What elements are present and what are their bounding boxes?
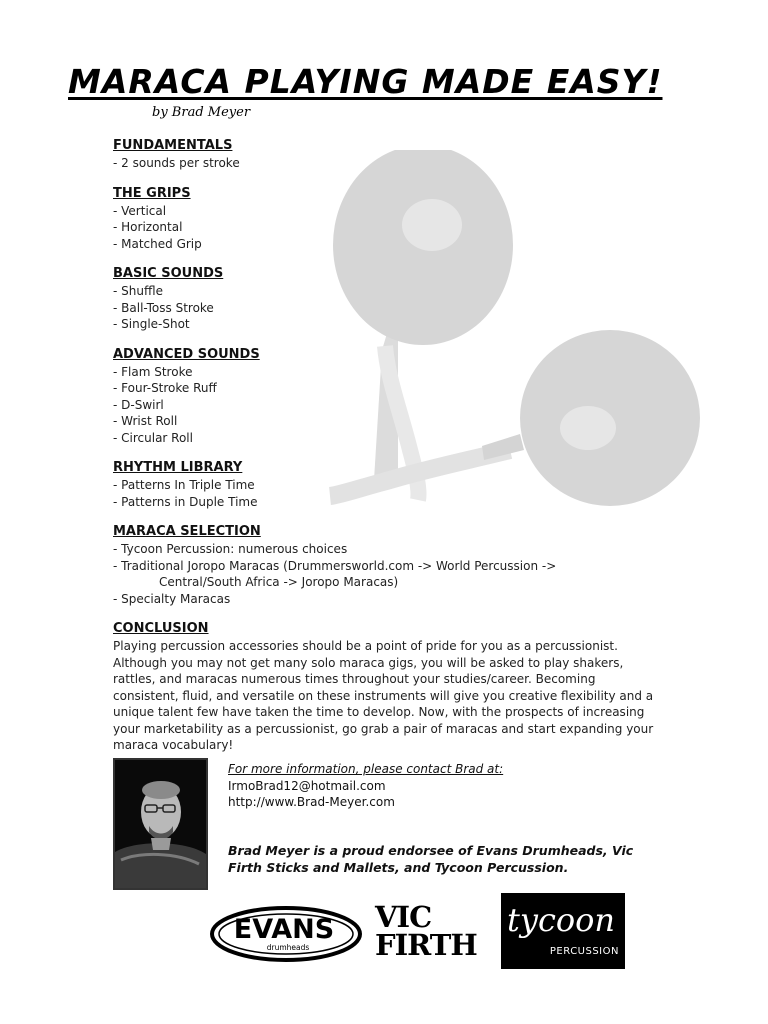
content-column bbox=[113, 138, 658, 768]
section-advanced-sounds bbox=[113, 347, 658, 447]
evans-logo bbox=[208, 904, 364, 964]
list-item: - Four-Stroke Ruff bbox=[113, 381, 217, 395]
list-item: - Patterns in Duple Time bbox=[113, 494, 258, 509]
list-item: - Traditional Joropo Maracas (Drummersworld.com -> World Percussion -> bbox=[113, 558, 557, 573]
list-item: - 2 sounds per stroke bbox=[113, 156, 240, 170]
list-item: - Flam Stroke bbox=[113, 364, 193, 379]
contact-block bbox=[228, 761, 668, 811]
vic-firth-line1: VIC bbox=[375, 900, 432, 934]
section-heading: FUNDAMENTALS bbox=[113, 138, 233, 153]
evans-word: EVANS bbox=[233, 914, 335, 945]
list-item: - Wrist Roll bbox=[113, 414, 178, 428]
vic-firth-logo bbox=[375, 900, 480, 963]
list-item: - Ball-Toss Stroke bbox=[113, 300, 214, 315]
list-item: - Tycoon Percussion: numerous choices bbox=[113, 542, 348, 556]
endorsement-text: Brad Meyer is a proud endorsee of Evans Drumheads, Vic Firth Sticks and Mallets, and Tycoon Percussion. bbox=[228, 843, 634, 875]
list-item: - Single-Shot bbox=[113, 317, 190, 331]
list-item: - Horizontal bbox=[113, 220, 183, 234]
section-heading: CONCLUSION bbox=[113, 621, 209, 636]
list-item: Central/South Africa -> Joropo Maracas) bbox=[159, 575, 399, 589]
list-item: - D-Swirl bbox=[113, 397, 164, 412]
tycoon-sub: PERCUSSION bbox=[549, 946, 619, 957]
section-heading: MARACA SELECTION bbox=[113, 524, 261, 539]
author-photo bbox=[113, 758, 208, 890]
contact-website[interactable]: http://www.Brad-Meyer.com bbox=[228, 795, 395, 809]
conclusion-paragraph: Playing percussion accessories should be a point of pride for you as a percussionist. Although you may not get many solo maraca gigs, you will be asked to play shakers, rattles, and maracas numerous times throughout your studies/career. Becoming consistent, fluid, and versatile on these instruments will give you creative flexibility and a unique talent few have taken the time to develop. Now, with the prospects of increasing your marketability as a percussionist, go grab a pair of maracas and start expanding your maraca vocabulary! bbox=[113, 639, 654, 752]
section-heading: BASIC SOUNDS bbox=[113, 266, 224, 281]
section-conclusion bbox=[113, 621, 658, 754]
list-item: - Shuffle bbox=[113, 284, 163, 298]
vic-firth-line2: FIRTH bbox=[375, 928, 477, 962]
section-maraca-selection bbox=[113, 524, 658, 607]
list-item: - Patterns In Triple Time bbox=[113, 478, 255, 492]
list-item: - Circular Roll bbox=[113, 430, 193, 445]
list-item: - Matched Grip bbox=[113, 236, 202, 251]
section-heading: RHYTHM LIBRARY bbox=[113, 460, 243, 475]
section-basic-sounds bbox=[113, 266, 658, 333]
list-item: - Vertical bbox=[113, 203, 167, 218]
section-grips bbox=[113, 186, 658, 253]
list-item: - Specialty Maracas bbox=[113, 591, 231, 606]
evans-sub: drumheads bbox=[266, 943, 310, 952]
section-rhythm-library bbox=[113, 460, 658, 510]
byline: by Brad Meyer bbox=[152, 105, 251, 120]
contact-lead: For more information, please contact Brad at: bbox=[228, 762, 504, 776]
portrait-image bbox=[115, 760, 206, 888]
section-heading: THE GRIPS bbox=[113, 185, 191, 201]
section-fundamentals bbox=[113, 138, 658, 172]
section-heading: ADVANCED SOUNDS bbox=[113, 346, 260, 362]
contact-email[interactable]: IrmoBrad12@hotmail.com bbox=[228, 778, 386, 793]
page-title: MARACA PLAYING MADE EASY! bbox=[68, 62, 663, 101]
tycoon-logo bbox=[501, 893, 625, 969]
tycoon-word: tycoon bbox=[507, 901, 615, 939]
